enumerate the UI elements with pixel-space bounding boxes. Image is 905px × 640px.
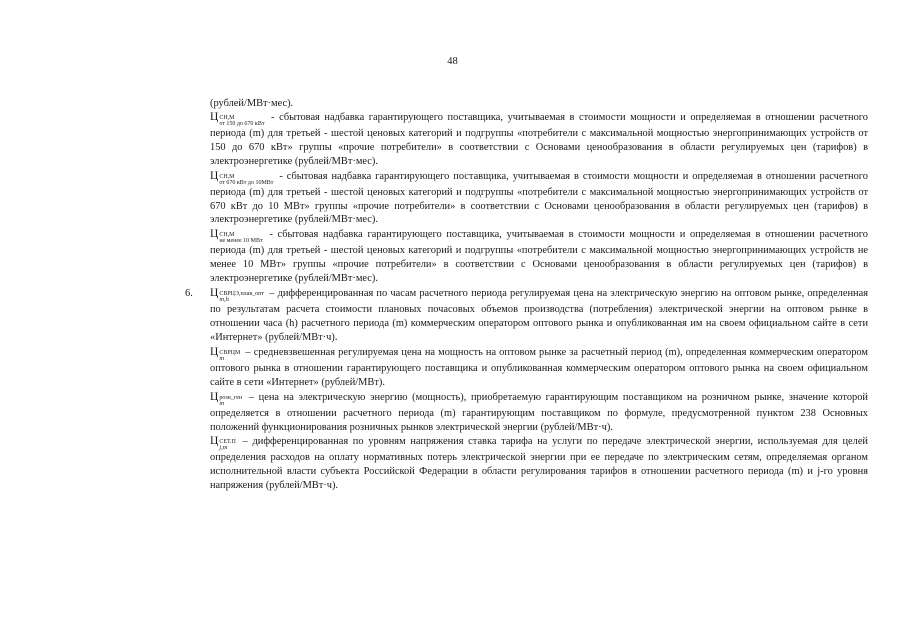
definition-paragraph [210, 111, 868, 169]
definition-paragraph [210, 346, 868, 390]
definition-paragraph [210, 228, 868, 286]
formula-symbol: Ц СН,М от 150 до 670 кВт [210, 110, 265, 127]
definition-text: – дифференцированная по уровням напряжения ставка тарифа на услуги по передаче электрической энергии, используемая для целей определения расходов на оплату нормативных потерь электрической энергии при ее передаче по электрическим сетям, определяемая органом исполнительной власти субъекта Российской Федерации в области регулирования тарифов в отношении расчетного периода (m) и j-го уровня напряжения (рублей/МВт·ч). [210, 436, 868, 492]
formula-symbol: Ц СВРЦЭ,плав_опт m,h [210, 287, 264, 304]
definition-paragraph [210, 170, 868, 228]
formula-symbol: Ц СЕТ.П j,m [210, 435, 236, 452]
definition-text: - сбытовая надбавка гарантирующего поставщика, учитываемая в стоимости мощности и определяемая в отношении расчетного периода (m) для третьей - шестой ценовых категорий и подгруппы «потребители с максимальной мощностью энергопринимающих устройств от 670 кВт до 10 МВт» группы «прочие потребители» в соответствии с Основами ценообразования в области регулируемых цен (тарифов) в электроэнергетике (рублей/МВт·мес). [210, 170, 868, 226]
definition-text: - сбытовая надбавка гарантирующего поставщика, учитываемая в стоимости мощности и определяемая в отношении расчетного периода (m) для третьей - шестой ценовых категорий и подгруппы «потребители с максимальной мощностью энергопринимающих устройств не менее 10 МВт» группы «прочие потребители» в соответствии с Основами ценообразования в области регулируемых цен (тарифов) в электроэнергетике (рублей/МВт·мес). [210, 229, 868, 285]
definition-text: – дифференцированная по часам расчетного периода регулируемая цена на электрическую энергию на оптовом рынке, определенная по результатам расчета стоимости плановых почасовых объемов производства (потребления) электрической энергии на оптовом рынке в отношении часа (h) расчетного периода (m) коммерческим оператором оптового рынка и опубликованная им на своем официальном сайте в сети «Интернет» (рублей/МВт·ч). [210, 288, 868, 343]
unit-line: (рублей/МВт·мес). [210, 98, 294, 109]
definition-text: - сбытовая надбавка гарантирующего поставщика, учитываемая в стоимости мощности и определяемая в отношении расчетного периода (m) для третьей - шестой ценовых категорий и подгруппы «потребители с максимальной мощностью энергопринимающих устройств от 150 до 670 кВт» группы «прочие потребители» в соответствии с Основами ценообразования в области регулируемых цен (тарифов) в электроэнергетике (рублей/МВт·мес). [210, 111, 868, 167]
section-6 [185, 287, 868, 493]
definition-text: – средневзвешенная регулируемая цена на мощность на оптовом рынке за расчетный период (m), определенная коммерческим оператором оптового рынка в отношении гарантирующего поставщика и опубликованная коммерческим оператором оптового рынка на своем официальном сайте в сети «Интернет» (рублей/МВт). [210, 346, 868, 388]
definition-paragraph [210, 287, 868, 345]
list-marker: 6. [185, 288, 193, 300]
document-body [185, 97, 868, 493]
definition-text: – цена на электрическую энергию (мощность), приобретаемую гарантирующим поставщиком на розничном рынке, значение которой определяется в отношении расчетного периода (m) гарантирующим поставщиком по формуле, предусмотренной пунктом 238 Основных положений функционирования розничных рынков электрической энергии (рублей/МВт·ч). [210, 391, 868, 433]
definition-paragraph [210, 391, 868, 435]
formula-symbol: Ц розн_ген m [210, 390, 243, 407]
formula-symbol: Ц СН,М не менее 10 МВт [210, 228, 263, 245]
definition-paragraph [210, 435, 868, 493]
page-number: 48 [447, 56, 458, 67]
formula-symbol: Ц СВРЦМ m [210, 345, 241, 362]
formula-symbol: Ц СН,М от 670 кВт до 10МВт [210, 169, 274, 186]
